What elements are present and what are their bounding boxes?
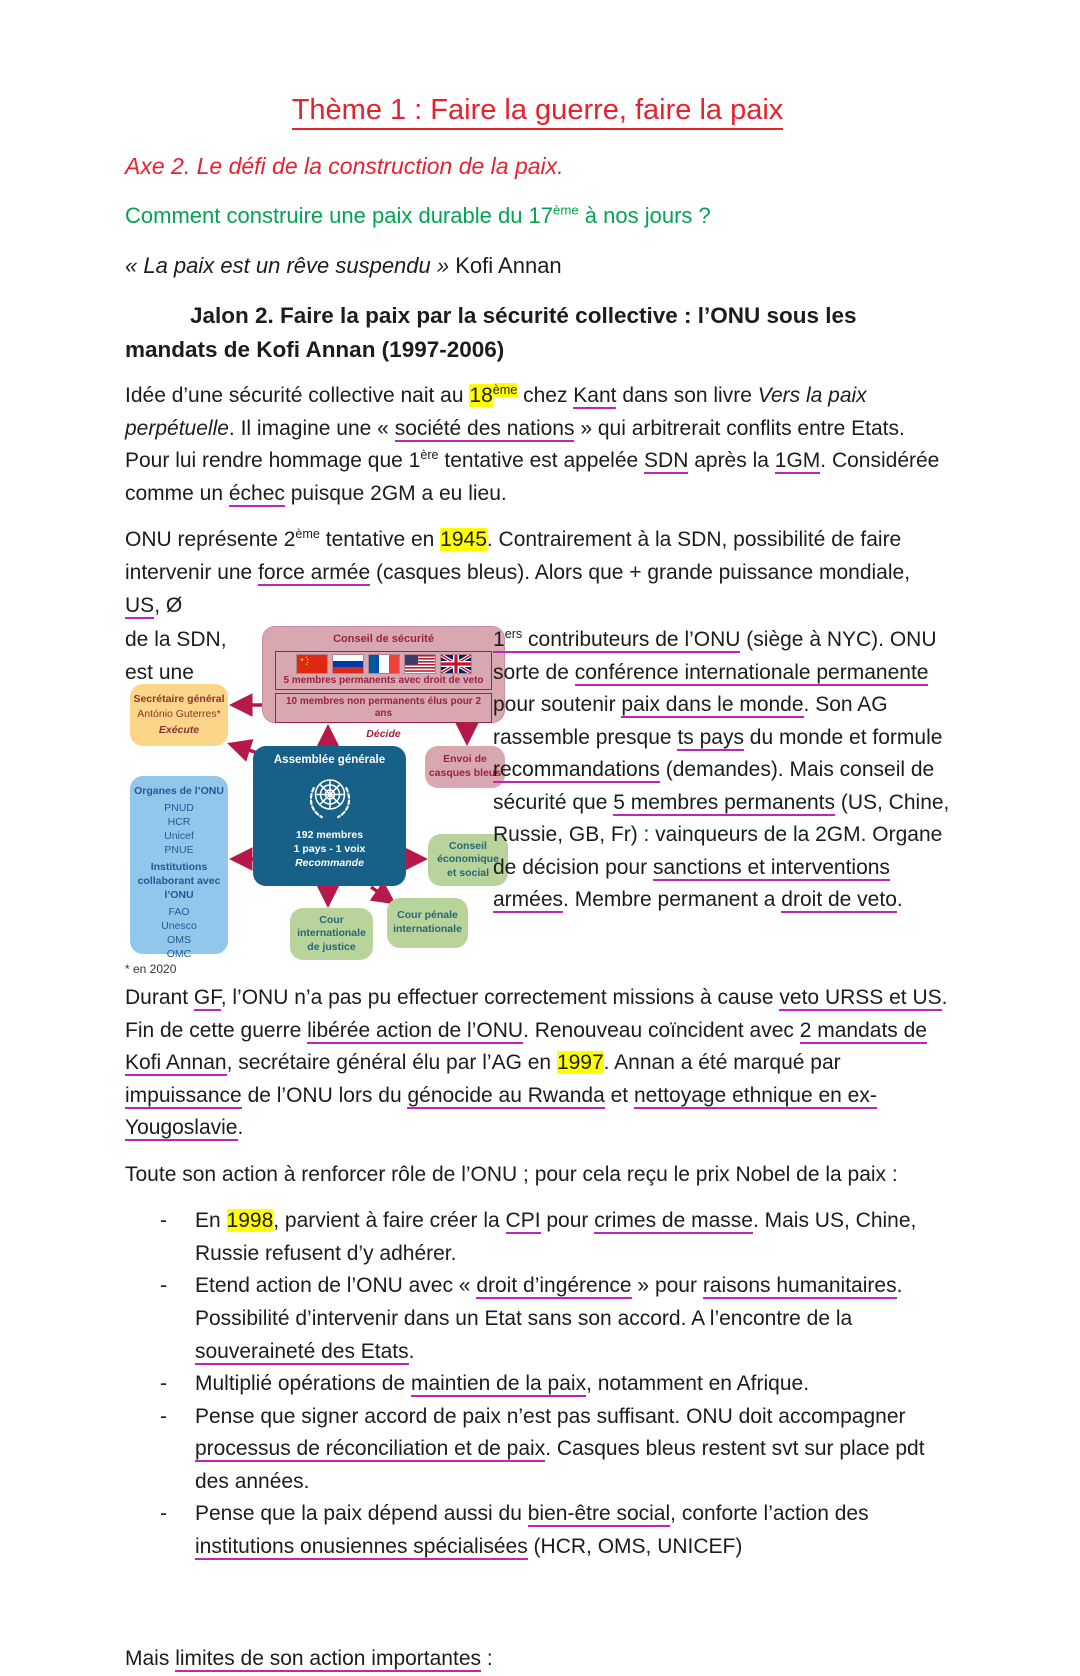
uk-flag-icon (441, 655, 471, 673)
collaborating-institutions-title: Institutions collaborant avec l’ONU (137, 861, 221, 902)
france-flag-icon (369, 655, 399, 673)
secretary-general-role: Exécute (158, 723, 200, 736)
un-emblem-icon (301, 770, 359, 828)
permanent-members-flags (278, 655, 489, 673)
permanent-members-box (275, 651, 492, 690)
list-item-text: Pense que signer accord de paix n’est pas suffisant. ONU doit accompagner processus de réconciliation et de paix. Casques bleus restent svt sur place pdt des années. (195, 1404, 925, 1493)
organ-item: HCR (167, 815, 191, 828)
list-item (160, 1270, 950, 1368)
wrapped-text-right: 1ers contributeurs de l’ONU (siège à NYC). ONU sorte de conférence internationale permanente pour soutenir paix dans le monde. Son AG rassemble presque ts pays du monde et formule recommandations (demandes). Mais conseil de sécurité que 5 membres permanents (US, Chine, Russie, GB, Fr) : vainqueurs de la 2GM. Organe de décision pour sanctions et interventions armées. Membre permanent a droit de veto. (493, 627, 950, 912)
security-council-title: Conseil de sécurité (333, 633, 434, 646)
non-permanent-members-box (275, 693, 492, 723)
bullet-marker: - (160, 1209, 167, 1233)
paragraph-onu-intro: ONU représente 2ème tentative en 1945. Contrairement à la SDN, possibilité de faire intervenir une force armée (casques bleus). Alors que + grande puissance mondiale, US, Ø (125, 527, 911, 617)
list-item (160, 1368, 950, 1401)
list-item (160, 1205, 950, 1270)
russia-flag-icon (333, 655, 363, 673)
institution-item: OMC (166, 947, 192, 960)
secretary-general-box (130, 684, 228, 746)
un-organs-title: Organes de l’ONU (134, 785, 224, 798)
institution-item: OMS (167, 933, 191, 946)
secretary-general-name: António Guterres* (137, 708, 221, 721)
paragraph-kant: Idée d’une sécurité collective nait au 18ème chez Kant dans son livre Vers la paix perpétuelle. Il imagine une « société des nations » qui arbitrerait conflits entre Etats. Pour lui rendre hommage que 1ère tentative est appelée SDN après la 1GM. Considérée comme un échec puisque 2GM a eu lieu. (125, 383, 940, 505)
list-item-text: Etend action de l’ONU avec « droit d’ingérence » pour raisons humanitaires. Possibilité d’intervenir dans un Etat sans son accord. A l’encontre de la souveraineté des Etats. (195, 1274, 903, 1363)
non-permanent-members-label: 10 membres non permanents élus pour 2 ans (285, 695, 482, 720)
diagram-section (125, 624, 950, 980)
security-council-role: Décide (366, 727, 401, 740)
usa-flag-icon (405, 655, 435, 673)
paragraph-cold-war: Durant GF, l’ONU n’a pas pu effectuer correctement missions à cause veto URSS et US. Fin de cette guerre libérée action de l’ONU. Renouveau coïncident avec 2 mandats de Kofi Annan, secrétaire général élu par l’AG en 1997. Annan a été marqué par impuissance de l’ONU lors du génocide au Rwanda et nettoyage ethnique en ex-Yougoslavie. (125, 986, 948, 1140)
paragraph-nobel: Toute son action à renforcer rôle de l’ONU ; pour cela reçu le prix Nobel de la paix : (125, 1162, 898, 1186)
un-structure-diagram (125, 624, 517, 964)
general-assembly-box (253, 746, 406, 886)
closing-line: Mais limites de son action importantes : (125, 1647, 493, 1671)
icc-box: Cour pénale internationale (387, 898, 468, 948)
page-title: Thème 1 : Faire la guerre, faire la paix (125, 88, 950, 133)
bullet-marker: - (160, 1404, 167, 1428)
permanent-members-label: 5 membres permanents avec droit de veto (283, 675, 484, 687)
list-item (160, 1401, 950, 1499)
kofi-annan-quote: « La paix est un rêve suspendu » Kofi Annan (125, 252, 562, 278)
institution-item: Unesco (161, 919, 197, 932)
blue-helmets-box: Envoi de casques bleus (425, 746, 505, 788)
list-item-text: Pense que la paix dépend aussi du bien-être social, conforte l’action des institutions onusiennes spécialisées (HCR, OMS, UNICEF) (195, 1502, 869, 1558)
general-assembly-vote: 1 pays - 1 voix (293, 842, 366, 855)
ecosoc-box: Conseil économique et social (428, 834, 508, 886)
wrap-left-line1: de la SDN, (125, 628, 227, 652)
axis-subtitle: Axe 2. Le défi de la construction de la paix. (125, 152, 564, 179)
wrap-left-line2: est une (125, 660, 194, 684)
diagram-footnote: * en 2020 (125, 962, 177, 977)
china-flag-icon (297, 655, 327, 673)
icj-box: Cour internationale de justice (290, 908, 373, 960)
organ-item: Unicef (164, 829, 194, 842)
list-item (160, 1498, 950, 1563)
organ-item: PNUD (164, 801, 194, 814)
actions-list (160, 1205, 950, 1563)
institution-item: FAO (168, 905, 190, 918)
arrow-assembly-to-icc (371, 887, 391, 901)
bullet-marker: - (160, 1274, 167, 1298)
un-organs-box (130, 776, 228, 960)
general-assembly-title: Assemblée générale (273, 754, 386, 767)
secretary-general-title: Secrétaire général (133, 693, 225, 706)
bullet-marker: - (160, 1502, 167, 1526)
bullet-marker: - (160, 1372, 167, 1396)
organ-item: PNUE (164, 843, 194, 856)
general-assembly-members: 192 membres (295, 828, 364, 841)
general-assembly-role: Recommande (295, 856, 364, 869)
list-item-text: En 1998, parvient à faire créer la CPI pour crimes de masse. Mais US, Chine, Russie refusent d’y adhérer. (195, 1209, 917, 1265)
security-council-box (262, 626, 505, 740)
list-item-text: Multiplié opérations de maintien de la paix, notamment en Afrique. (195, 1372, 810, 1396)
guiding-question: Comment construire une paix durable du 17ème à nos jours ? (125, 202, 711, 228)
section-heading: Jalon 2. Faire la paix par la sécurité collective : l’ONU sous les mandats de Kofi Annan (1997-2006) (125, 302, 857, 362)
